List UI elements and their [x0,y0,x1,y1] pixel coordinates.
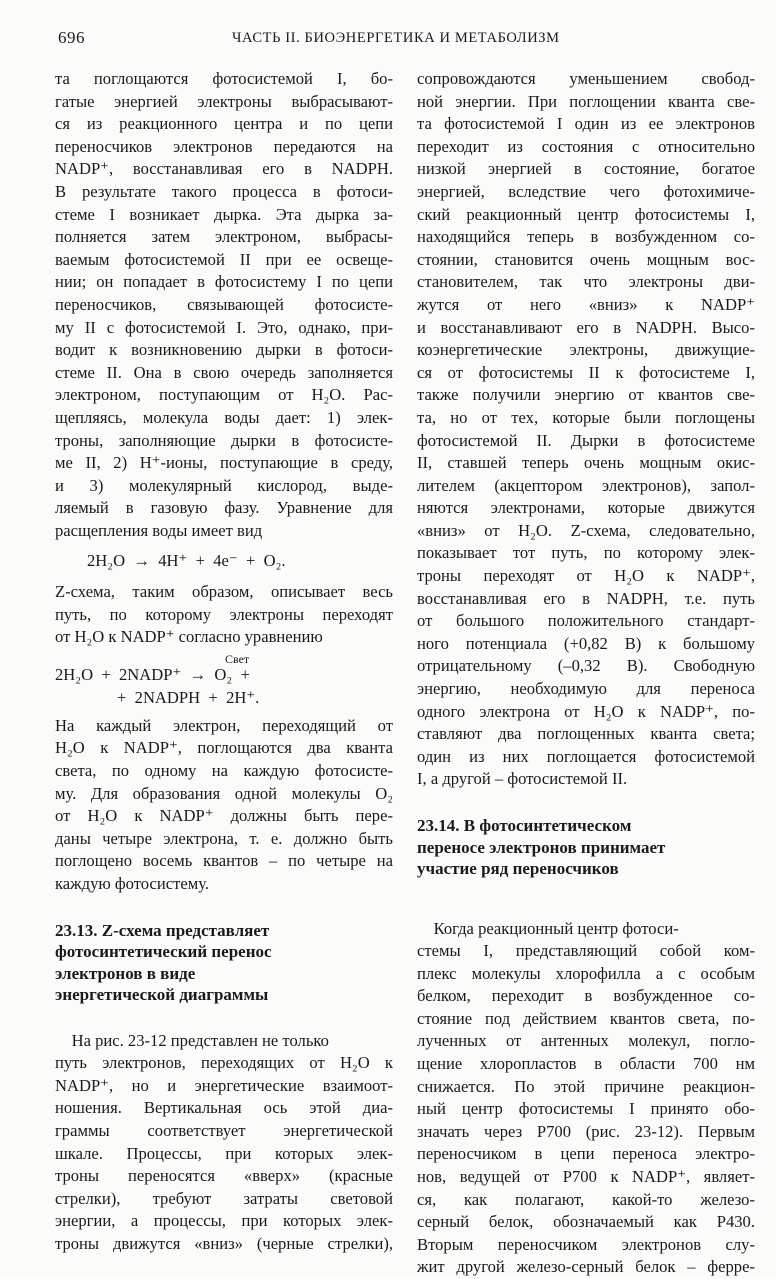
text-line: путь электронов, переходящих от H₂O к [55,1052,393,1075]
text-line: гатые энергией электроны выбрасывают- [55,91,393,114]
text-line: водит к возникновению дырки в фотоси- [55,339,393,362]
text-line: поглощено восемь квантов – по четыре на [55,850,393,873]
text-line: низкой энергией в состояние, богатое [417,158,755,181]
heading-line: фотосинтетический перенос [55,941,393,963]
text-line: энергией, вследствие чего фотохимиче- [417,181,755,204]
paragraph [55,68,393,542]
text-line: электроном, поступающим от H₂O. Рас- [55,384,393,407]
text-line: II, ставшей теперь очень мощным окис- [417,452,755,475]
section-heading [55,920,393,1006]
text-line: троны переносятся «вверх» (красные [55,1165,393,1188]
heading-line: участие ряд переносчиков [417,858,755,880]
text-line: NADP⁺, но и энергетические взаимоот- [55,1075,393,1098]
text-line: показывает тот путь, по которому элек- [417,542,755,565]
page-number: 696 [58,28,85,48]
text-line: коэнергетические электроны, движущие- [417,339,755,362]
text-line: плекс молекулы хлорофилла а с особым [417,963,755,986]
text-line: снижается. По этой причине реакцион- [417,1076,755,1099]
text-line: ваемым фотосистемой II при ее освеще- [55,249,393,272]
paragraph [55,581,393,649]
paragraph [55,1030,393,1256]
water-splitting-equation: 2H₂O → 4H⁺ + 4e⁻ + O₂. [55,550,393,573]
text-line: «вниз» от H₂O. Z-схема, следовательно, [417,520,755,543]
text-line: один из них поглощается фотосистемой [417,746,755,769]
text-line: переносчиков электронов передаются на [55,136,393,159]
text-line: На рис. 23-12 представлен не только [55,1030,393,1053]
text-line: ляемый в газовую фазу. Уравнение для [55,497,393,520]
text-line: отрицательному (–0,32 В). Свободную [417,655,755,678]
right-column [417,68,755,1279]
text-line: троны движутся «вниз» (черные стрелки), [55,1233,393,1256]
text-line: та, но от тех, которые были поглощены [417,407,755,430]
text-line: восстанавливая его в NADPH, т.е. путь [417,588,755,611]
text-line: сопровождаются уменьшением свобод- [417,68,755,91]
text-line: каждую фотосистему. [55,873,393,896]
text-line: H₂O к NADP⁺, поглощаются два кванта [55,737,393,760]
text-line: фотосистемой II. Дырки в фотосистеме [417,430,755,453]
equation-line: + 2NADPH + 2H⁺. [117,687,259,710]
text-line: стемы I, представляющий собой ком- [417,940,755,963]
text-line: Вторым переносчиком электронов слу- [417,1234,755,1257]
text-line: троны, заполняющие дырки в фотосисте- [55,430,393,453]
text-line: значать через P700 (рис. 23-12). Первым [417,1121,755,1144]
text-line: света, по одному на каждую фотосисте- [55,760,393,783]
text-line: няются электронами, которые движутся [417,497,755,520]
text-line: В результате такого процесса в фотоси- [55,181,393,204]
text-line: энергии, а процессы, при которых элек- [55,1210,393,1233]
text-line: также получили энергию от квантов све- [417,384,755,407]
text-line: ношения. Вертикальная ось этой диа- [55,1097,393,1120]
text-line: На каждый электрон, переходящий от [55,715,393,738]
running-head: ЧАСТЬ II. БИОЭНЕРГЕТИКА И МЕТАБОЛИЗМ [232,30,560,47]
text-line: находящийся теперь в возбужденном со- [417,226,755,249]
text-line: расщепления воды имеет вид [55,520,393,543]
heading-line: электронов в виде [55,963,393,985]
text-line: стеме I возникает дырка. Эта дырка за- [55,204,393,227]
equation-line: 2H₂O + 2NADP⁺ → O₂ + [55,664,250,687]
paragraph [417,68,755,791]
text-line: лученных от антенных молекул, погло- [417,1030,755,1053]
text-line: му II с фотосистемой I. Это, однако, при- [55,317,393,340]
text-line: стояние под действием квантов света, по- [417,1008,755,1031]
paragraph [417,918,755,1279]
text-line: шкале. Процессы, при которых элек- [55,1143,393,1166]
heading-line: 23.14. В фотосинтетическом [417,815,755,837]
text-line: ставляют два поглощенных кванта света; [417,723,755,746]
text-line: ся от фотосистемы II к фотосистеме I, [417,362,755,385]
text-line: ся, как полагают, какой-то железо- [417,1189,755,1212]
text-line: ный центр фотосистемы I принято обо- [417,1098,755,1121]
overall-equation [55,653,393,715]
text-line: путь, по которому электроны переходят [55,604,393,627]
text-line: переходит из состояния с относительно [417,136,755,159]
text-line: граммы соответствует энергетической [55,1120,393,1143]
text-line: ский реакционный центр фотосистемы I, [417,204,755,227]
heading-line: переносе электронов принимает [417,837,755,859]
text-line: энергию, необходимую для переноса [417,678,755,701]
text-line: белком, переходит в возбужденное со- [417,985,755,1008]
text-line: нов, ведущей от P700 к NADP⁺, являет- [417,1166,755,1189]
section-heading [417,815,755,880]
text-line: от H₂O к NADP⁺ согласно уравнению [55,626,393,649]
text-line: щение хлоропластов в области 700 нм [417,1053,755,1076]
text-line: ной энергии. При поглощении кванта све- [417,91,755,114]
paragraph [55,715,393,896]
text-line: переносчиков, связывающей фотосисте- [55,294,393,317]
text-line: нии; он попадает в фотосистему I по цепи [55,271,393,294]
text-line: стрелки), требуют затраты световой [55,1188,393,1211]
text-line: ся из реакционного центра и по цепи [55,113,393,136]
text-line: одного электрона от H₂O к NADP⁺, по- [417,701,755,724]
text-line: I, а другой – фотосистемой II. [417,768,755,791]
text-line: та фотосистемой I один из ее электронов [417,113,755,136]
text-line: даны четыре электрона, т. е. должно быть [55,828,393,851]
text-line: полняется затем электроном, выбрасы- [55,226,393,249]
text-line: NADP⁺, восстанавливая его в NADPH. [55,158,393,181]
text-line: и восстанавливают его в NADPH. Высо- [417,317,755,340]
text-line: серный белок, обозначаемый как P430. [417,1211,755,1234]
text-line: Когда реакционный центр фотоси- [417,918,755,941]
text-line: стеме II. Она в свою очередь заполняется [55,362,393,385]
light-label: Свет [225,653,249,665]
heading-line: энергетической диаграммы [55,984,393,1006]
text-line: Z-схема, таким образом, описывает весь [55,581,393,604]
text-line: становителем, так что электроны дви- [417,271,755,294]
text-line: жутся от него «вниз» к NADP⁺ [417,294,755,317]
text-line: стоянии, становится очень мощным вос- [417,249,755,272]
text-line: и 3) молекулярный кислород, выде- [55,475,393,498]
left-column [55,68,393,1256]
text-line: переносчиком в цепи переноса электро- [417,1143,755,1166]
heading-line: 23.13. Z-схема представляет [55,920,393,942]
text-line: му. Для образования одной молекулы O₂ [55,783,393,806]
text-line: ме II, 2) H⁺-ионы, поступающие в среду, [55,452,393,475]
text-line: ного потенциала (+0,82 В) к большому [417,633,755,656]
text-line: от большого положительного стандарт- [417,610,755,633]
text-line: та поглощаются фотосистемой I, бо- [55,68,393,91]
text-line: жит другой железо-серный белок – ферре- [417,1256,755,1279]
text-line: от H₂O к NADP⁺ должны быть пере- [55,805,393,828]
text-line: троны переходят от H₂O к NADP⁺, [417,565,755,588]
text-line: щепляясь, молекула воды дает: 1) элек- [55,407,393,430]
text-line: лителем (акцептором электронов), запол- [417,475,755,498]
